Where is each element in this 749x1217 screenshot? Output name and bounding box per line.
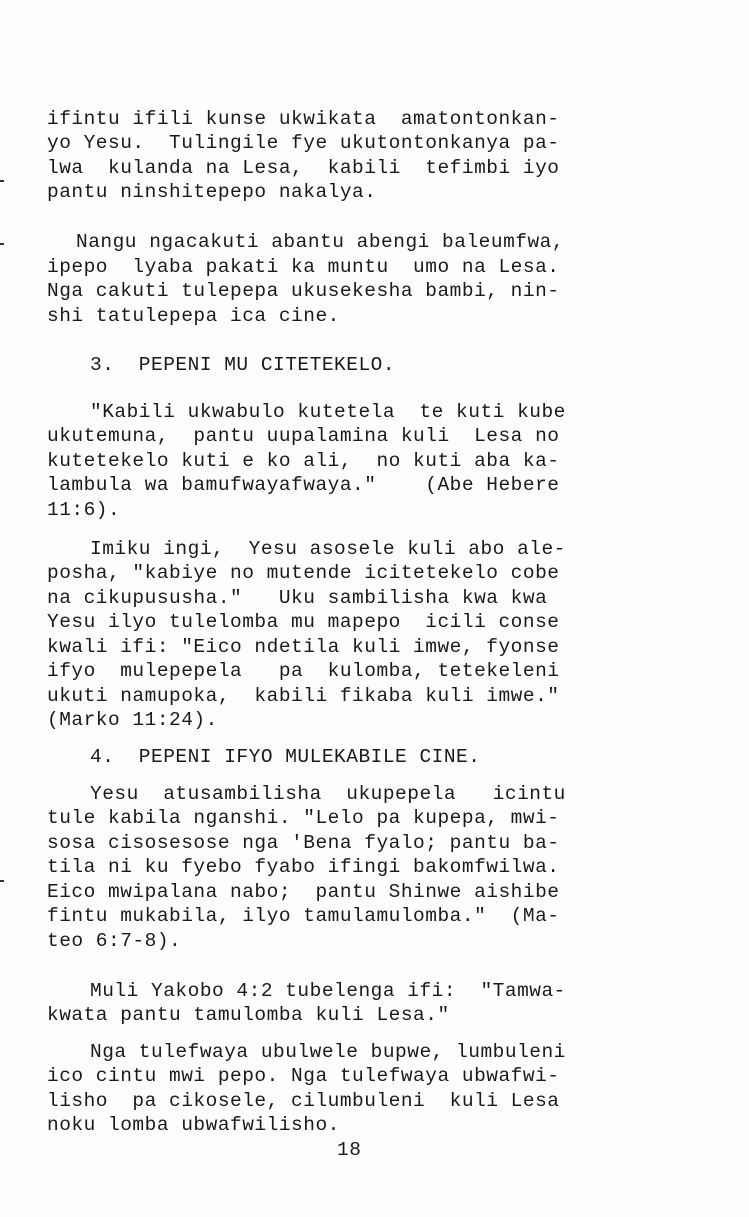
paragraph-5-line: tule kabila nganshi. "Lelo pa kupepa, mwi- <box>47 807 560 829</box>
paragraph-4-line: (Marko 11:24). <box>47 709 218 731</box>
paragraph-5-line: fintu mukabila, ilyo tamulamulomba." (Ma- <box>47 905 560 927</box>
scan-mark <box>0 880 4 882</box>
paragraph-5-line: Eico mwipalana nabo; pantu Shinwe aishibe <box>47 881 560 903</box>
paragraph-1-line: ifintu ifili kunse ukwikata amatontonkan- <box>47 108 560 130</box>
paragraph-2-line: ipepo lyaba pakati ka muntu umo na Lesa. <box>47 256 560 278</box>
paragraph-5-line: Yesu atusambilisha ukupepela icintu <box>90 783 566 805</box>
scan-mark <box>0 180 4 182</box>
paragraph-5-line: tila ni ku fyebo fyabo ifingi bakomfwilwa. <box>47 856 560 878</box>
paragraph-2-line: Nga cakuti tulepepa ukusekesha bambi, nin- <box>47 280 560 302</box>
paragraph-2-line: shi tatulepepa ica cine. <box>47 305 340 327</box>
paragraph-3-line: kutetekelo kuti e ko ali, no kuti aba ka- <box>47 450 560 472</box>
paragraph-6-line: Muli Yakobo 4:2 tubelenga ifi: "Tamwa- <box>90 980 566 1002</box>
paragraph-3-line: "Kabili ukwabulo kutetela te kuti kube <box>90 401 566 423</box>
section-heading-3: 3. PEPENI MU CITETEKELO. <box>90 354 396 376</box>
scan-mark <box>0 243 4 245</box>
paragraph-1-line: pantu ninshitepepo nakalya. <box>47 181 377 203</box>
paragraph-3-line: lambula wa bamufwayafwaya." (Abe Hebere <box>47 474 560 496</box>
paragraph-6-line: kwata pantu tamulomba kuli Lesa." <box>47 1004 450 1026</box>
paragraph-1-line: yo Yesu. Tulingile fye ukutontonkanya pa- <box>47 132 560 154</box>
paragraph-5-line: teo 6:7-8). <box>47 930 182 952</box>
paragraph-1-line: lwa kulanda na Lesa, kabili tefimbi iyo <box>47 157 560 179</box>
paragraph-7-line: ico cintu mwi pepo. Nga tulefwaya ubwafwi- <box>47 1065 560 1087</box>
paragraph-3-line: ukutemuna, pantu uupalamina kuli Lesa no <box>47 425 560 447</box>
paragraph-7-line: lisho pa cikosele, cilumbuleni kuli Lesa <box>47 1090 560 1112</box>
paragraph-4-line: Imiku ingi, Yesu asosele kuli abo ale- <box>90 538 566 560</box>
paragraph-4-line: posha, "kabiye no mutende icitetekelo cobe <box>47 562 560 584</box>
paragraph-3-line: 11:6). <box>47 499 121 521</box>
paragraph-4-line: ifyo mulepepela pa kulomba, tetekeleni <box>47 660 560 682</box>
paragraph-4-line: Yesu ilyo tulelomba mu mapepo icili conse <box>47 611 560 633</box>
paragraph-2-line: Nangu ngacakuti abantu abengi baleumfwa, <box>76 231 565 253</box>
paragraph-4-line: kwali ifi: "Eico ndetila kuli imwe, fyonse <box>47 636 560 658</box>
section-heading-4: 4. PEPENI IFYO MULEKABILE CINE. <box>90 746 481 768</box>
paragraph-4-line: ukuti namupoka, kabili fikaba kuli imwe." <box>47 685 560 707</box>
page-number: 18 <box>337 1139 362 1161</box>
paragraph-7-line: Nga tulefwaya ubulwele bupwe, lumbuleni <box>90 1041 566 1063</box>
paragraph-7-line: noku lomba ubwafwilisho. <box>47 1114 340 1136</box>
paragraph-4-line: na cikupususha." Uku sambilisha kwa kwa <box>47 587 548 609</box>
paragraph-5-line: sosa cisosesose nga 'Bena fyalo; pantu ba- <box>47 832 560 854</box>
